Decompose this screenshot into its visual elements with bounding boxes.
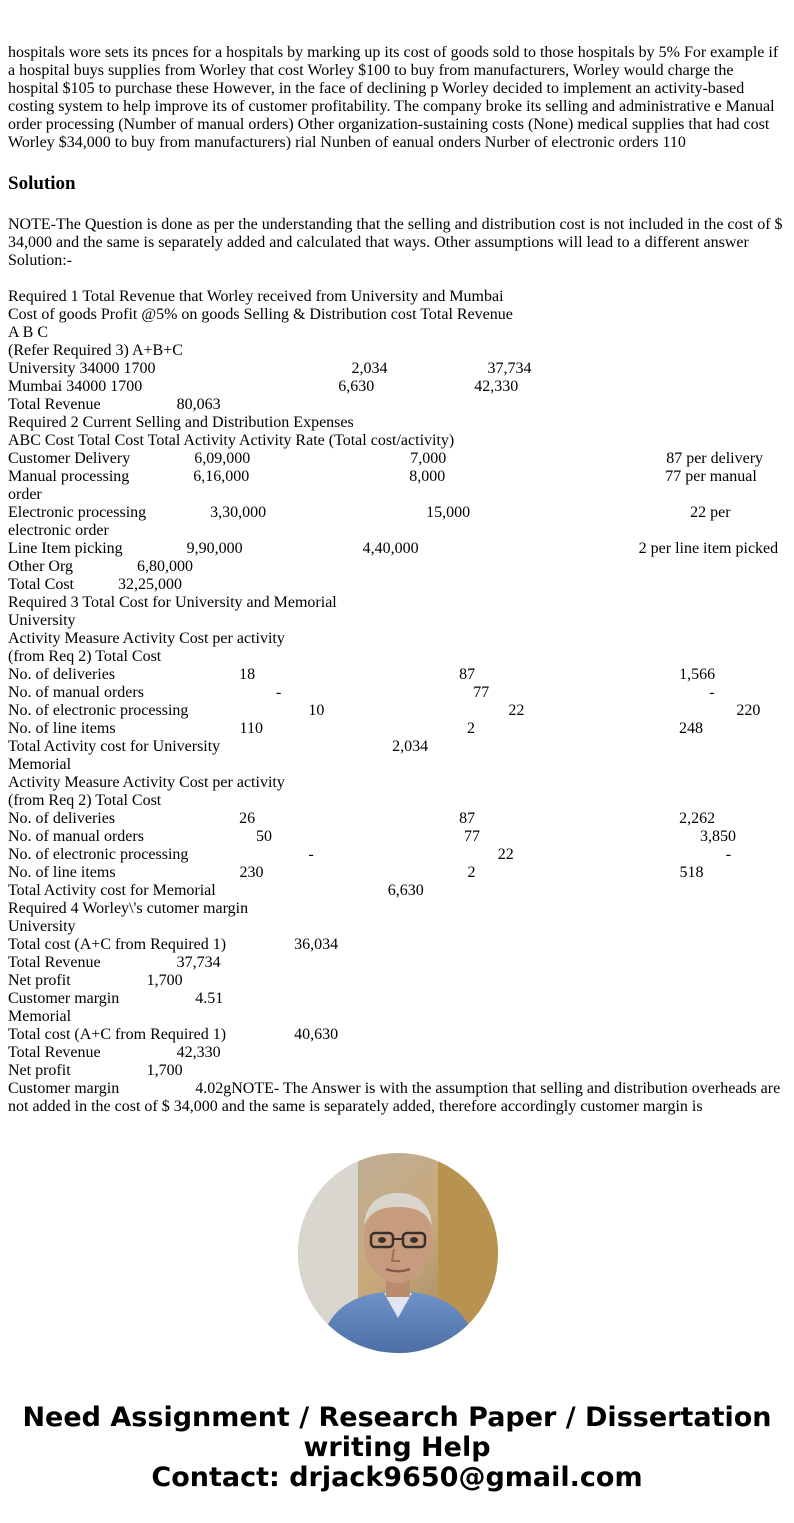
solution-line: Customer Delivery 6,09,000 7,000 87 per delivery [8,450,764,467]
note-text: NOTE-The Question is done as per the understanding that the selling and distribution cost is not included in the cost of $ 34,000 and the same is separately added and calculated that ways. Other assumptions will lead to a different answer [8,216,783,251]
solution-line: Total cost (A+C from Required 1) 36,034 [8,936,339,953]
solution-line: Total Revenue 42,330 [8,1044,221,1061]
solution-line: No. of line items 230 2 518 [8,864,704,881]
solution-line: Net profit 1,700 [8,1062,183,1079]
solution-line: Electronic processing 3,30,000 15,000 22 per electronic order [8,504,735,539]
solution-line: Required 3 Total Cost for University and Memorial [8,594,337,611]
solution-line: Required 4 Worley\'s cutomer margin [8,900,249,917]
solution-line: Other Org 6,80,000 [8,558,194,575]
solution-line: University [8,918,76,935]
solution-line: Required 1 Total Revenue that Worley received from University and Mumbai [8,288,504,305]
solution-line: Total Revenue 80,063 [8,396,221,413]
solution-line: No. of manual orders 50 77 3,850 [8,828,736,845]
solution-line: A B C [8,324,49,341]
cta-line-2: writing Help [303,1432,491,1463]
solution-line: Manual processing 6,16,000 8,000 77 per manual order [8,468,761,503]
solution-line: Memorial [8,756,72,773]
solution-line: Net profit 1,700 [8,972,183,989]
solution-line: Line Item picking 9,90,000 4,40,000 2 per line item picked [8,540,779,557]
contact-banner [0,1403,794,1493]
solution-body [8,288,786,1116]
solution-line: (from Req 2) Total Cost [8,792,162,809]
solution-document [8,44,786,1124]
solution-line: Total Cost 32,25,000 [8,576,182,593]
solution-line: No. of electronic processing 10 22 220 [8,702,761,719]
solution-line: No. of deliveries 18 87 1,566 [8,666,716,683]
cta-line-3: Contact: drjack9650@gmail.com [151,1462,643,1493]
solution-line: No. of electronic processing - 22 - [8,846,732,863]
solution-line: ABC Cost Total Cost Total Activity Activity Rate (Total cost/activity) [8,432,455,449]
solution-line: (Refer Required 3) A+B+C [8,342,183,359]
solution-line: Activity Measure Activity Cost per activity [8,774,285,791]
solution-line: No. of manual orders - 77 - [8,684,715,701]
solution-line: Customer margin 4.02gNOTE- The Answer is with the assumption that selling and distribution overheads are not added in the cost of $ 34,000 and the same is separately added, therefore accordingly customer margin is [8,1080,785,1115]
solution-line: No. of line items 110 2 248 [8,720,703,737]
question-text: hospitals wore sets its pnces for a hospitals by marking up its cost of goods sold to those hospitals by 5% For example if a hospital buys supplies from Worley that cost Worley $100 to buy from manufacturers, Worley would charge the hospital $105 to purchase these However, in the face of declining p Worley decided to implement an activity-based costing system to help improve its of customer profitability. The company broke its selling and administrative e Manual order processing (Number of manual orders) Other organization-sustaining costs (None) medical supplies that had cost Worley $34,000 to buy from manufacturers) rial Nunben of eanual onders Nurber of electronic orders 110 [8,44,779,151]
solution-line: Memorial [8,1008,72,1025]
cta-line-1: Need Assignment / Research Paper / Dissertation [22,1402,772,1433]
solution-heading: Solution [8,173,76,194]
solution-line: Total cost (A+C from Required 1) 40,630 [8,1026,339,1043]
solution-line: Mumbai 34000 1700 6,630 42,330 [8,378,519,395]
blank-line [8,270,786,288]
solution-line: Activity Measure Activity Cost per activity [8,630,285,647]
solution-label: Solution:- [8,252,73,269]
solution-line: Total Activity cost for Memorial 6,630 [8,882,424,899]
solution-line: Cost of goods Profit @5% on goods Selling & Distribution cost Total Revenue [8,306,513,323]
solution-line: Customer margin 4.51 [8,990,224,1007]
author-photo [298,1153,498,1353]
solution-line: Total Revenue 37,734 [8,954,221,971]
solution-line: (from Req 2) Total Cost [8,648,162,665]
solution-line: Total Activity cost for University 2,034 [8,738,429,755]
solution-line: No. of deliveries 26 87 2,262 [8,810,716,827]
solution-line: Required 2 Current Selling and Distribution Expenses [8,414,354,431]
solution-line: University [8,612,76,629]
author-photo-image [298,1153,498,1353]
solution-line: University 34000 1700 2,034 37,734 [8,360,532,377]
